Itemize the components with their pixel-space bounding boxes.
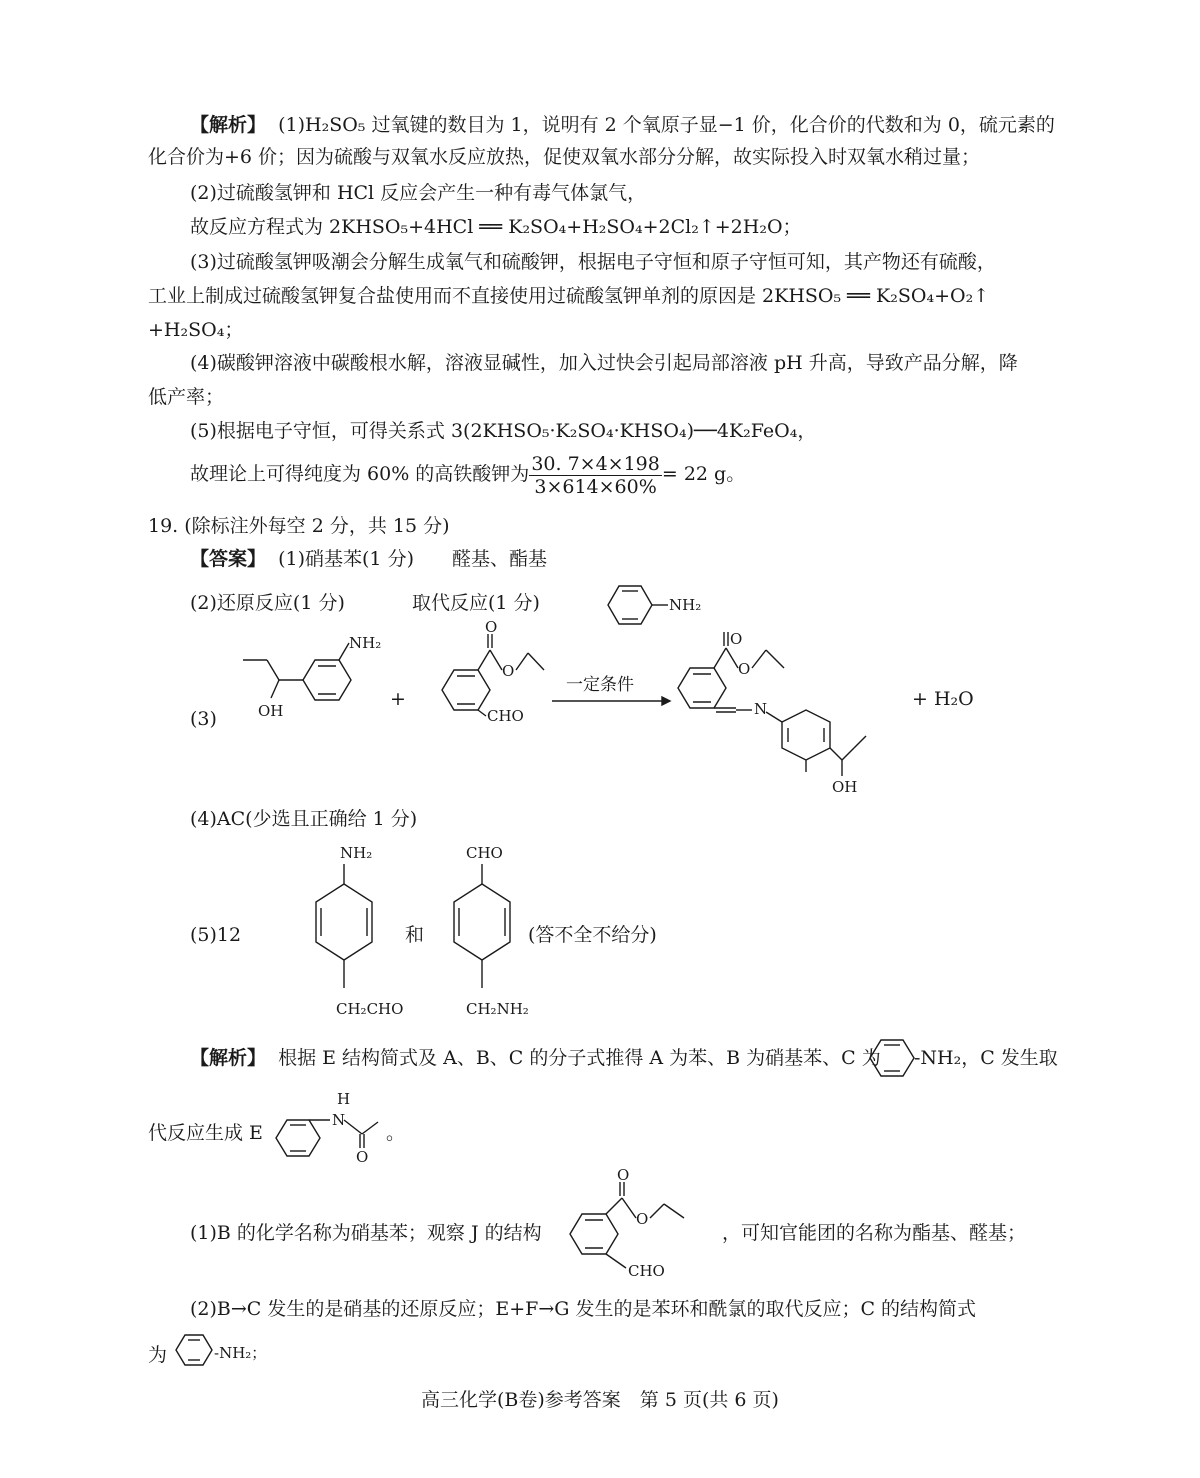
ch2nh2-label: CH₂NH₂ [466, 1000, 529, 1018]
structure-e-acetanilide [272, 1090, 392, 1170]
product-imine [670, 630, 910, 800]
o-label: O [636, 1210, 649, 1228]
yield-text: 故理论上可得纯度为 60% 的高铁酸钾为 [190, 463, 530, 485]
nh2-label: NH₂ [669, 596, 702, 614]
analysis-line-9: 低产率； [148, 386, 225, 408]
q19-analysis-line-4: (2)B→C 发生的是硝基的还原反应；E+F→G 发生的是苯环和酰氯的取代反应；C 的结构简式 [190, 1298, 977, 1320]
aniline-structure [598, 582, 708, 632]
reaction-arrow [552, 694, 672, 708]
answer-5-note: (答不全不给分) [528, 924, 657, 946]
nh2-label: NH₂ [340, 844, 373, 862]
answer-2: (2)还原反应(1 分) [190, 592, 345, 614]
analysis-tag: 【解析】 [190, 1047, 267, 1069]
and-word: 和 [405, 924, 425, 946]
reactant-ethyl-formylbenzoate [432, 618, 562, 738]
answer-1: (1)硝基苯(1 分) [278, 548, 414, 570]
q19-analysis-line-1b: -NH₂，C 发生取 [914, 1047, 1058, 1069]
analysis-tag: 【解析】 [190, 114, 267, 136]
o-label: O [738, 660, 751, 678]
ch2cho-label: CH₂CHO [336, 1000, 404, 1018]
q19-analysis-line-1 [190, 1045, 881, 1071]
analysis-line-7: +H₂SO₄； [148, 319, 244, 341]
o-label: O [356, 1148, 369, 1166]
n-label: N [754, 700, 768, 718]
yield-fraction [529, 453, 662, 498]
analysis-line-1 [190, 112, 1055, 138]
answer-1b: 醛基、酯基 [452, 548, 548, 570]
fraction-denominator: 3×614×60% [534, 475, 657, 498]
oh-label: OH [258, 702, 284, 720]
cho-label: CHO [487, 707, 524, 725]
analysis-text: (1)H₂SO₅ 过氧键的数目为 1，说明有 2 个氧原子显−1 价，化合价的代数和为 0，硫元素的 [278, 114, 1055, 136]
answer-4: (4)AC(少选且正确给 1 分) [190, 808, 418, 830]
analysis-line-10: (5)根据电子守恒，可得关系式 3(2KHSO₅·K₂SO₄·KHSO₄)──4K₂FeO₄， [190, 420, 817, 442]
page-footer: 高三化学(B卷)参考答案 第 5 页(共 6 页) [421, 1389, 779, 1411]
analysis-text: 根据 E 结构简式及 A、B、C 的分子式推得 A 为苯、B 为硝基苯、C 为 [278, 1047, 881, 1069]
answer-3: (3) [190, 708, 217, 730]
o-label: O [730, 630, 743, 648]
analysis-line-3: (2)过硫酸氢钾和 HCl 反应会产生一种有毒气体氯气， [190, 182, 647, 204]
plus-sign: + [390, 688, 406, 710]
n-label: N [332, 1111, 346, 1129]
q19-analysis-line-3b: ，可知官能团的名称为酯基、醛基； [722, 1222, 1027, 1244]
period-mark: 。 [386, 1122, 406, 1144]
isomer-aminophenylacetaldehyde [300, 838, 420, 1023]
answer-5: (5)12 [190, 924, 242, 946]
yield-result: = 22 g。 [661, 463, 746, 485]
reaction-condition: 一定条件 [566, 675, 634, 695]
q19-analysis-line-2: 代反应生成 E [148, 1122, 263, 1144]
oh-label: OH [832, 778, 858, 796]
q19-analysis-line-5: 为 [148, 1344, 168, 1366]
analysis-line-4: 故反应方程式为 2KHSO₅+4HCl ══ K₂SO₄+H₂SO₄+2Cl₂↑+2H₂O； [190, 216, 802, 238]
nh2-suffix: -NH₂； [214, 1344, 267, 1362]
o-label: O [485, 618, 498, 636]
structure-j [562, 1166, 732, 1284]
answer-2b: 取代反应(1 分) [412, 592, 540, 614]
h-label: H [337, 1090, 351, 1108]
answer-tag: 【答案】 [190, 548, 267, 570]
analysis-line-5: (3)过硫酸氢钾吸潮会分解生成氧气和硫酸钾，根据电子守恒和原子守恒可知，其产物还有硫酸， [190, 251, 996, 273]
q19-answer-line-1 [190, 546, 414, 572]
reactant-aminophenylpropanol [228, 634, 382, 736]
analysis-line-8: (4)碳酸钾溶液中碳酸根水解，溶液显碱性，加入过快会引起局部溶液 pH 升高，导致产品分解，降 [190, 352, 1018, 374]
cho-label: CHO [466, 844, 503, 862]
q19-analysis-line-3: (1)B 的化学名称为硝基苯；观察 J 的结构 [190, 1222, 542, 1244]
fraction-numerator: 30. 7×4×198 [531, 452, 660, 475]
analysis-line-11 [190, 452, 745, 498]
o-label: O [617, 1166, 630, 1184]
cho-label: CHO [628, 1262, 665, 1280]
analysis-line-6: 工业上制成过硫酸氢钾复合盐使用而不直接使用过硫酸氢钾单剂的原因是 2KHSO₅ ══ K₂SO₄+O₂↑ [148, 285, 990, 307]
analysis-line-2: 化合价为+6 价；因为硫酸与双氧水反应放热，促使双氧水部分分解，故实际投入时双氧水稍过量； [148, 146, 981, 168]
water-product: + H₂O [912, 688, 974, 710]
o-label: O [502, 662, 515, 680]
nh2-label: NH₂ [349, 634, 382, 652]
q19-header: 19. (除标注外每空 2 分，共 15 分) [148, 515, 450, 537]
